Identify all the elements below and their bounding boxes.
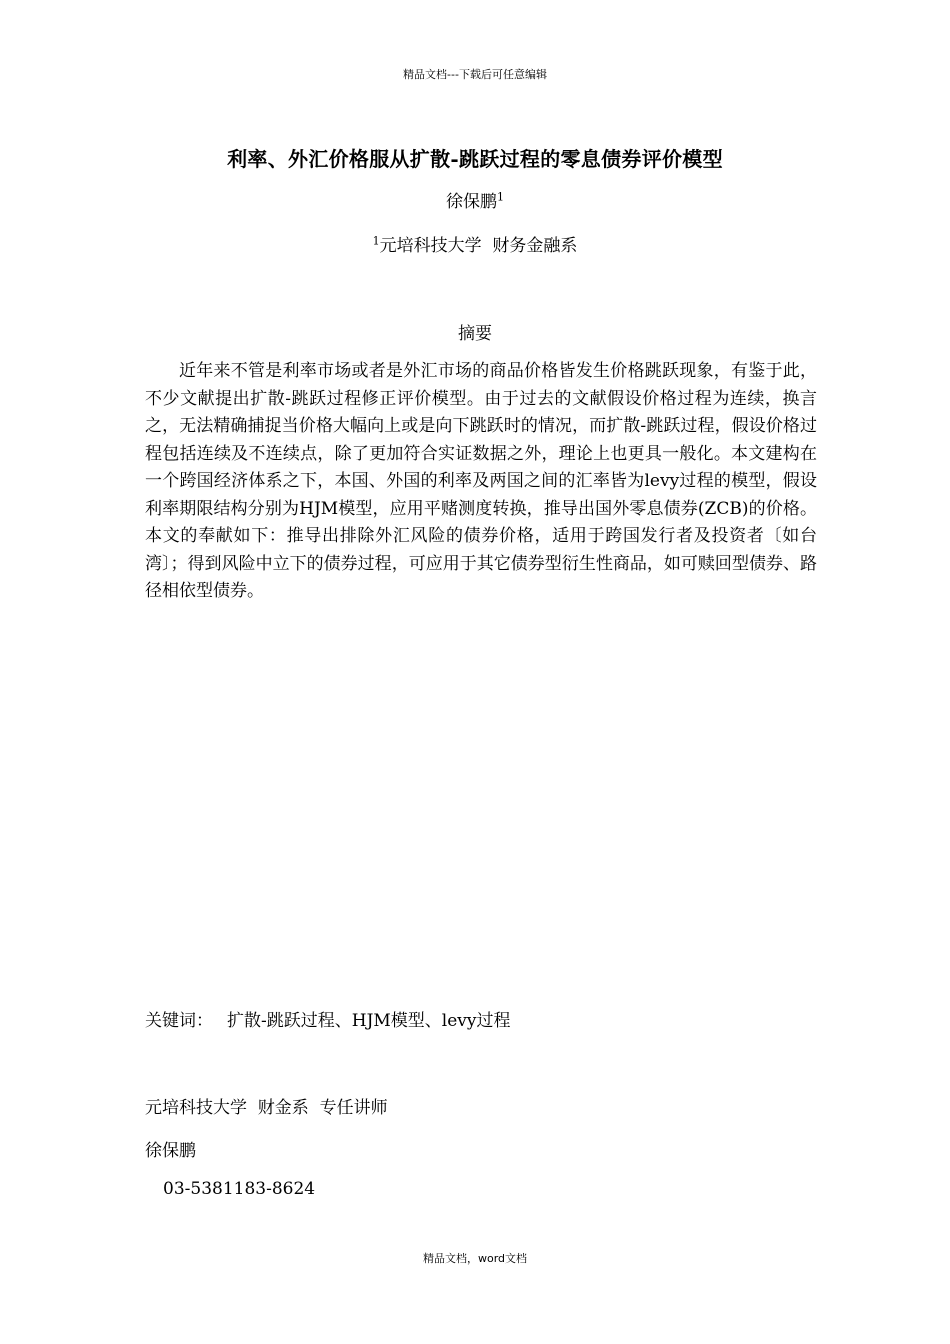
affiliation-text: 元培科技大学 财务金融系 [379,236,578,256]
abstract-body: 近年来不管是利率市场或者是外汇市场的商品价格皆发生价格跳跃现象，有鉴于此，不少文献提出扩散-跳跃过程修正评价模型。由于过去的文献假设价格过程为连续，换言之，无法精确捕捉当价格大幅向上或是向下跳跃时的情况，而扩散-跳跃过程，假设价格过程包括连续及不连续点，除了更加符合实证数据之外，理论上也更具一般化。本文建构在一个跨国经济体系之下，本国、外国的利率及两国之间的汇率皆为levy过程的模型，假设利率期限结构分别为HJM模型，应用平赌测度转换，推导出国外零息债券(ZCB)的价格。本文的奉献如下：推导出排除外汇风险的债券价格，适用于跨国发行者及投资者〔如台湾〕；得到风险中立下的债券过程，可应用于其它债券型衍生性商品，如可赎回型债券、路径相依型债券。 [145,361,817,601]
paper-title: 利率、外汇价格服从扩散-跳跃过程的零息债券评价模型 [227,147,723,171]
page-header-note: 精品文档---下载后可任意编辑 [403,68,547,81]
contact-affiliation: 元培科技大学 财金系 专任讲师 [145,1098,388,1118]
keywords-label: 关键词： [145,1011,213,1031]
contact-phone: 03-5381183-8624 [163,1179,316,1199]
affiliation-superscript: 1 [372,234,380,248]
affiliation-line [0,231,950,256]
page-footer-note: 精品文档，word文档 [422,1252,528,1265]
abstract-heading: 摘要 [458,324,492,344]
author-name: 徐保鹏 [446,192,497,212]
author-line [0,187,950,212]
keywords-line [145,1006,511,1031]
contact-name: 徐保鹏 [145,1141,196,1161]
keywords-text: 扩散-跳跃过程、HJM模型、levy过程 [227,1011,511,1031]
author-superscript: 1 [497,190,504,204]
